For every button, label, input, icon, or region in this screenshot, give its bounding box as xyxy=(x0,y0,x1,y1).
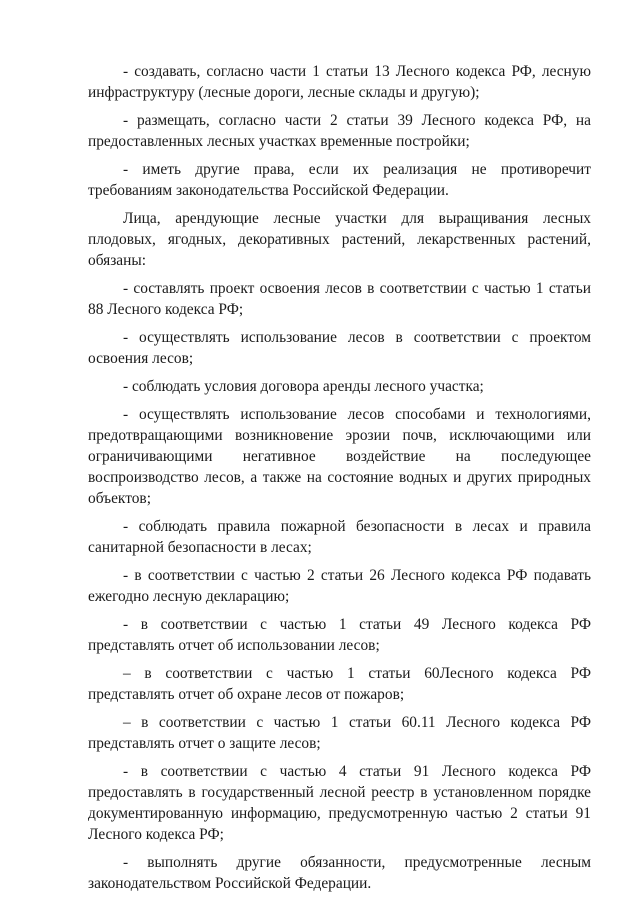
document-body xyxy=(88,61,591,894)
paragraph-14: - в соответствии с частью 4 статьи 91 Лесного кодекса РФ предоставлять в государственный лесной реестр в установленном порядке документированную информацию, предусмотренную частью 2 статьи 91 Лесного кодекса РФ; xyxy=(88,763,591,843)
paragraph-12: – в соответствии с частью 1 статьи 60Лесного кодекса РФ представлять отчет об охране лесов от пожаров; xyxy=(88,665,591,703)
paragraph-7: - соблюдать условия договора аренды лесного участка; xyxy=(123,378,484,395)
paragraph-9: - соблюдать правила пожарной безопасности в лесах и правила санитарной безопасности в лесах; xyxy=(88,518,591,556)
paragraph-11: - в соответствии с частью 1 статьи 49 Лесного кодекса РФ представлять отчет об использовании лесов; xyxy=(88,616,591,654)
paragraph-1: - создавать, согласно части 1 статьи 13 Лесного кодекса РФ, лесную инфраструктуру (лесные дороги, лесные склады и другую); xyxy=(88,63,591,101)
paragraph-2: - размещать, согласно части 2 статьи 39 Лесного кодекса РФ, на предоставленных лесных участках временные постройки; xyxy=(88,112,591,150)
paragraph-10: - в соответствии с частью 2 статьи 26 Лесного кодекса РФ подавать ежегодно лесную декларацию; xyxy=(88,567,591,605)
paragraph-13: – в соответствии с частью 1 статьи 60.11 Лесного кодекса РФ представлять отчет о защите лесов; xyxy=(88,714,591,752)
paragraph-4: Лица, арендующие лесные участки для выращивания лесных плодовых, ягодных, декоративных растений, лекарственных растений, обязаны: xyxy=(88,210,591,269)
paragraph-15: - выполнять другие обязанности, предусмотренные лесным законодательством Российской Федерации. xyxy=(88,854,591,892)
paragraph-8: - осуществлять использование лесов способами и технологиями, предотвращающими возникновение эрозии почв, исключающими или ограничивающими негативное воздействие на последующее воспроизводство лесов, а также на состояние водных и других природных объектов; xyxy=(88,406,591,507)
paragraph-3: - иметь другие права, если их реализация не противоречит требованиям законодательства Российской Федерации. xyxy=(88,161,591,199)
paragraph-5: - составлять проект освоения лесов в соответствии с частью 1 статьи 88 Лесного кодекса РФ; xyxy=(88,280,591,318)
paragraph-6: - осуществлять использование лесов в соответствии с проектом освоения лесов; xyxy=(88,329,591,367)
